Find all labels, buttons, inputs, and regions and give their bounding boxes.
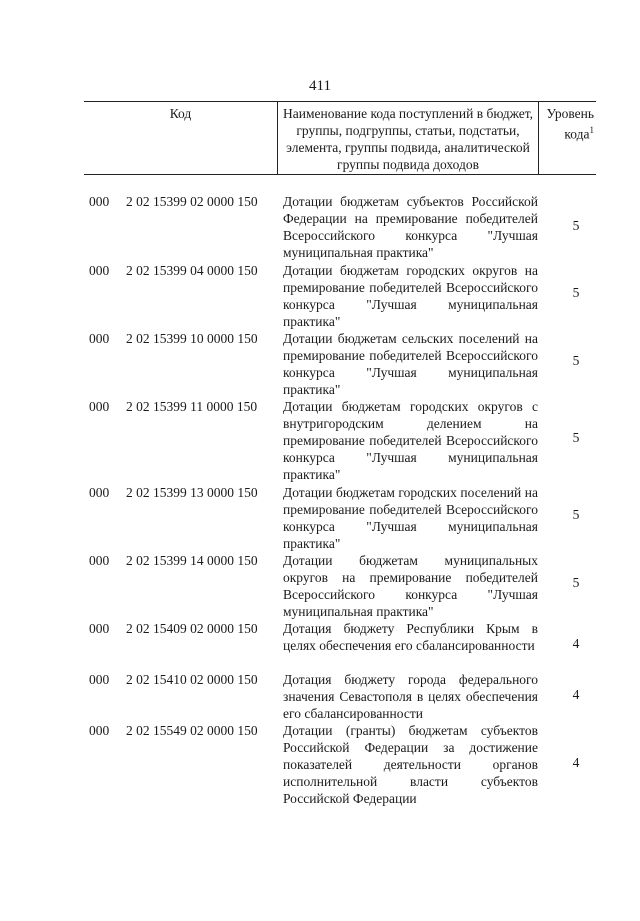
page-number: 411 — [309, 78, 331, 94]
row-level: 5 — [572, 218, 580, 233]
header-level-label: Уровень кода — [546, 106, 594, 142]
row-level: 5 — [572, 507, 580, 522]
row-prefix: 000 — [89, 485, 110, 500]
row-prefix: 000 — [89, 194, 110, 209]
row-name: Дотации бюджетам городских округов с внутригородским делением на премирование победителей Всероссийского конкурса "Лучшая муниципальная практика" — [283, 399, 538, 482]
row-code: 2 02 15549 02 0000 150 — [126, 723, 258, 738]
row-code: 2 02 15399 13 0000 150 — [126, 485, 258, 500]
row-code: 2 02 15399 02 0000 150 — [126, 194, 258, 209]
row-prefix: 000 — [89, 621, 110, 636]
row-code: 2 02 15410 02 0000 150 — [126, 672, 258, 687]
header-code: Код — [169, 106, 192, 121]
row-code: 2 02 15409 02 0000 150 — [126, 621, 258, 636]
row-code: 2 02 15399 04 0000 150 — [126, 263, 258, 278]
header-level — [539, 102, 596, 174]
row-prefix: 000 — [89, 263, 110, 278]
row-prefix: 000 — [89, 553, 110, 568]
row-name: Дотации бюджетам городских поселений на премирование победителей Всероссийского конкурса "Лучшая муниципальная практика" — [283, 485, 538, 551]
row-prefix: 000 — [89, 723, 110, 738]
row-name: Дотация бюджету Республики Крым в целях обеспечения его сбалансированности — [283, 621, 538, 653]
header-level-footnote: 1 — [589, 125, 594, 135]
row-level: 4 — [572, 636, 580, 651]
row-name: Дотации бюджетам муниципальных округов на премирование победителей Всероссийского конкурса "Лучшая муниципальная практика" — [283, 553, 538, 619]
row-level: 5 — [572, 575, 580, 590]
row-prefix: 000 — [89, 672, 110, 687]
row-level: 4 — [572, 687, 580, 702]
row-name: Дотации бюджетам субъектов Российской Федерации на премирование победителей Всероссийского конкурса "Лучшая муниципальная практика" — [283, 194, 538, 260]
row-code: 2 02 15399 10 0000 150 — [126, 331, 258, 346]
row-name: Дотация бюджету города федерального значения Севастополя в целях обеспечения его сбалансированности — [283, 672, 538, 721]
row-level: 4 — [572, 755, 580, 770]
row-code: 2 02 15399 11 0000 150 — [126, 399, 258, 414]
row-name: Дотации (гранты) бюджетам субъектов Российской Федерации за достижение показателей деятельности органов исполнительной власти субъектов Российской Федерации — [283, 723, 538, 806]
row-level: 5 — [572, 353, 580, 368]
header-name: Наименование кода поступлений в бюджет, группы, подгруппы, статьи, подстатьи, элемента, группы подвида, аналитической группы подвида доходов — [277, 102, 539, 174]
row-level: 5 — [572, 285, 580, 300]
row-code: 2 02 15399 14 0000 150 — [126, 553, 258, 568]
row-prefix: 000 — [89, 331, 110, 346]
row-name: Дотации бюджетам сельских поселений на премирование победителей Всероссийского конкурса "Лучшая муниципальная практика" — [283, 331, 538, 397]
row-level: 5 — [572, 430, 580, 445]
row-name: Дотации бюджетам городских округов на премирование победителей Всероссийского конкурса "Лучшая муниципальная практика" — [283, 263, 538, 329]
table-header — [84, 101, 596, 175]
row-prefix: 000 — [89, 399, 110, 414]
